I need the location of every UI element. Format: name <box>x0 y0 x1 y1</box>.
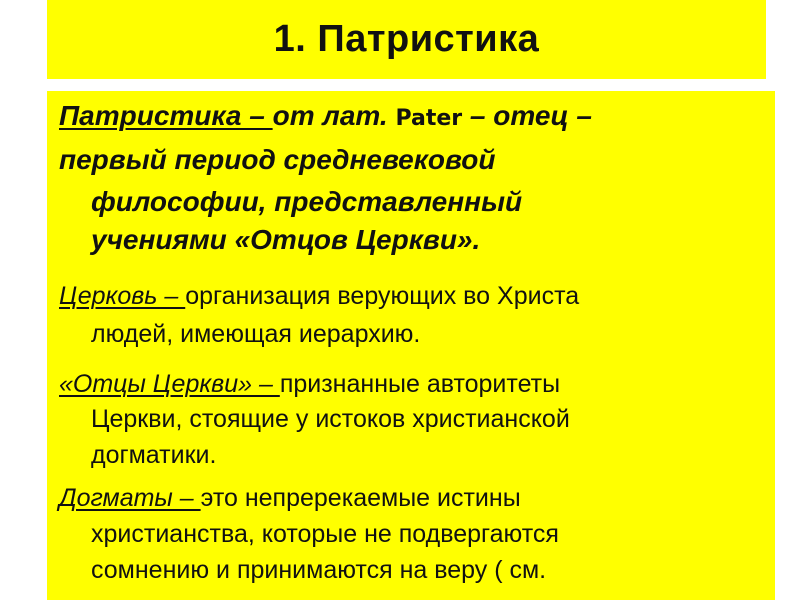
slide-title: 1. Патристика <box>273 18 540 60</box>
patristics-line-4: учениями «Отцов Церкви». <box>91 224 481 255</box>
fathers-text: признанные авторитеты <box>279 370 561 398</box>
fathers-line-1 <box>59 369 560 399</box>
patristics-line-1 <box>59 99 592 136</box>
fathers-line-2: Церкви, стоящие у истоков христианской <box>91 405 570 433</box>
term-church: Церковь – <box>59 282 186 310</box>
title-banner <box>47 0 766 79</box>
term-patristics: Патристика – <box>59 100 273 131</box>
etymology-suffix: – отец – <box>462 100 592 131</box>
term-dogmas: Догматы – <box>59 484 201 512</box>
dogmas-text: это непререкаемые истины <box>200 484 521 512</box>
etymology-prefix: от лат. <box>272 100 396 131</box>
church-line-2: людей, имеющая иерархию. <box>91 320 421 348</box>
patristics-line-3: философии, представленный <box>91 186 523 217</box>
dogmas-line-3: сомнению и принимаются на веру ( см. <box>91 556 547 584</box>
church-line-1 <box>59 281 579 311</box>
etymology-word: Pater <box>395 106 463 131</box>
patristics-line-2: первый период средневековой <box>59 144 496 175</box>
dogmas-line-2: христианства, которые не подвергаются <box>91 520 559 548</box>
dogmas-line-1 <box>59 483 521 513</box>
church-text: организация верующих во Христа <box>185 282 580 310</box>
term-church-fathers: «Отцы Церкви» – <box>59 370 280 398</box>
fathers-line-3: догматики. <box>91 441 217 469</box>
content-box <box>47 91 775 600</box>
